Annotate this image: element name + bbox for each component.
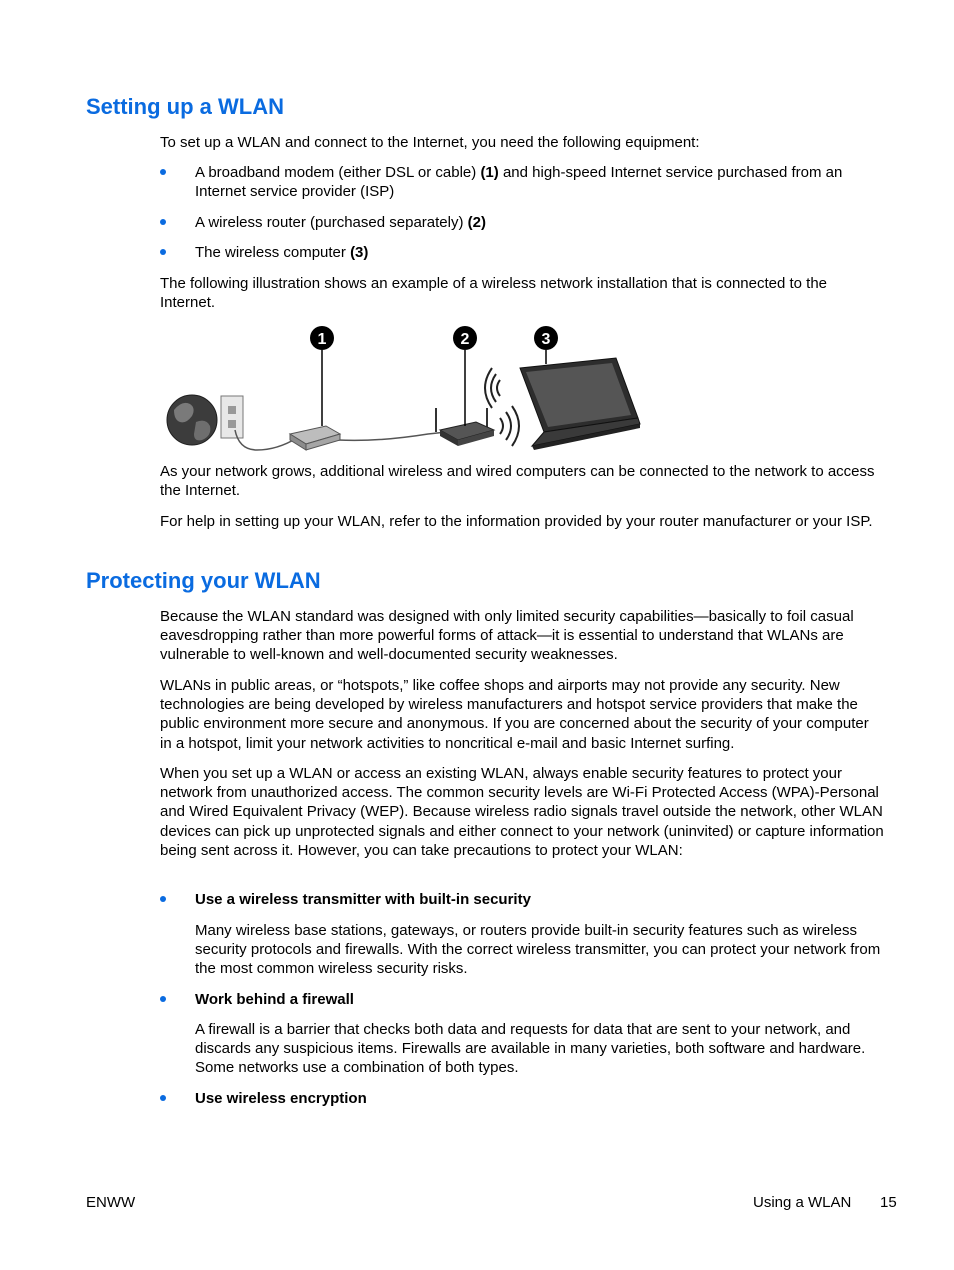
tip-title: Use a wireless transmitter with built-in security — [195, 891, 531, 908]
document-page: Setting up a WLAN To set up a WLAN and connect to the Internet, you need the following equipment: A broadband modem (either DSL or cable) (1) and high-speed Internet service purchased from an Internet service provider (ISP) A wireless router (purchased separately) (2) The wireless computer (3) The following illustration shows an example of a wireless network installation that is connected to the Internet. 1 2 3 As your network grows, additional wireless and wired computers can be connected to the network to access the Internet. For help in setting up your WLAN, refer to the information provided by your router manufacturer or your ISP. Protecting your WLAN Because the WLAN standard was designed with only limited security capabilities—basically to foil casual eavesdropping rather than more powerful forms of attack—it is essential to understand that WLANs are vulnerable to well-known and well-documented security weaknesses. WLANs in public areas, or “hotspots,” like coffee shops and airports may not provide any security. New technologies are being developed by wireless manufacturers and hotspot service providers that make the public environment more secure and anonymous. If you are concerned about the security of your computer in a hotspot, limit your network activities to noncritical e-mail and basic Internet surfing. When you set up a WLAN or access an existing WLAN, always enable security features to protect your network from unauthorized access. The common security levels are Wi-Fi Protected Access (WPA)-Personal and Wired Equivalent Privacy (WEP). Because wireless radio signals travel outside the network, other WLAN devices can pick up unprotected signals and either connect to your network (uninvited) or capture information being sent across it. However, you can take precautions to protect your WLAN: Use a wireless transmitter with built-in security Many wireless base stations, gateways, or routers provide built-in security features such as wireless security protocols and firewalls. With the correct wireless transmitter, you can protect your network from the most common wireless security risks. Work behind a firewall A firewall is a barrier that checks both data and requests for data that are sent to your network, and discards any suspicious items. Firewalls are available in many varieties, both software and hardware. Some networks use a combination of both types. Use wireless encryption ENWW Using a WLAN 15 — [86, 94, 897, 1211]
illustration-intro: The following illustration shows an example of a wireless network installation that is connected to the Internet. — [160, 275, 828, 312]
wall-jack-icon — [221, 396, 243, 438]
globe-icon — [167, 395, 217, 445]
bullet-icon — [160, 219, 166, 225]
paragraph-security-levels: When you set up a WLAN or access an existing WLAN, always enable security features to protect your network from unauthorized access. The common security levels are Wi-Fi Protected Access (WPA)-Personal and Wired Equivalent Privacy (WEP). Because wireless radio signals travel outside the network, other WLAN devices can pick up unprotected signals and either connect to your network (uninvited) or capture information being sent across it. However, you can take precautions to protect your WLAN: — [160, 765, 884, 859]
section-heading-protecting: Protecting your WLAN — [86, 568, 321, 593]
tip-body: A firewall is a barrier that checks both data and requests for data that are sent to your network, and discards any suspicious items. Firewalls are available in many varieties, both software and hardware. Some networks use a combination of both types. — [195, 1021, 866, 1077]
wifi-signal-icon — [485, 368, 500, 408]
footer-left: ENWW — [86, 1194, 136, 1211]
bullet-icon — [160, 896, 166, 902]
modem-icon — [290, 426, 340, 450]
page-number: 15 — [880, 1194, 897, 1211]
section-heading-setting-up: Setting up a WLAN — [86, 94, 284, 119]
callout-1: 1 — [317, 331, 327, 348]
tip-body: Many wireless base stations, gateways, or routers provide built-in security features such as wireless security protocols and firewalls. With the correct wireless transmitter, you can protect your network from the most common wireless security risks. — [195, 922, 881, 978]
footer-section-label: Using a WLAN — [753, 1194, 852, 1211]
bullet-icon — [160, 996, 166, 1002]
paragraph-network-grows: As your network grows, additional wireless and wired computers can be connected to the network to access the Internet. — [160, 463, 875, 500]
callout-2: 2 — [460, 331, 470, 348]
wifi-signal-icon — [500, 406, 519, 446]
laptop-icon — [520, 358, 640, 450]
callout-3: 3 — [541, 331, 551, 348]
tip-title: Work behind a firewall — [195, 991, 354, 1008]
wireless-network-illustration — [160, 322, 650, 462]
intro-paragraph: To set up a WLAN and connect to the Internet, you need the following equipment: — [160, 134, 700, 151]
paragraph-security-intro: Because the WLAN standard was designed with only limited security capabilities—basically to foil casual eavesdropping rather than more powerful forms of attack—it is essential to understand that WLANs are vulnerable to well-known and well-documented security weaknesses. — [160, 608, 854, 664]
tip-title: Use wireless encryption — [195, 1090, 367, 1107]
paragraph-help: For help in setting up your WLAN, refer to the information provided by your router manufacturer or your ISP. — [160, 513, 873, 530]
bullet-icon — [160, 1095, 166, 1101]
bullet-icon — [160, 169, 166, 175]
bullet-icon — [160, 249, 166, 255]
paragraph-hotspots: WLANs in public areas, or “hotspots,” like coffee shops and airports may not provide any security. New technologies are being developed by wireless manufacturers and hotspot service providers that make the public environment more secure and anonymous. If you are concerned about the security of your computer in a hotspot, limit your network activities to noncritical e-mail and basic Internet surfing. — [160, 677, 869, 752]
